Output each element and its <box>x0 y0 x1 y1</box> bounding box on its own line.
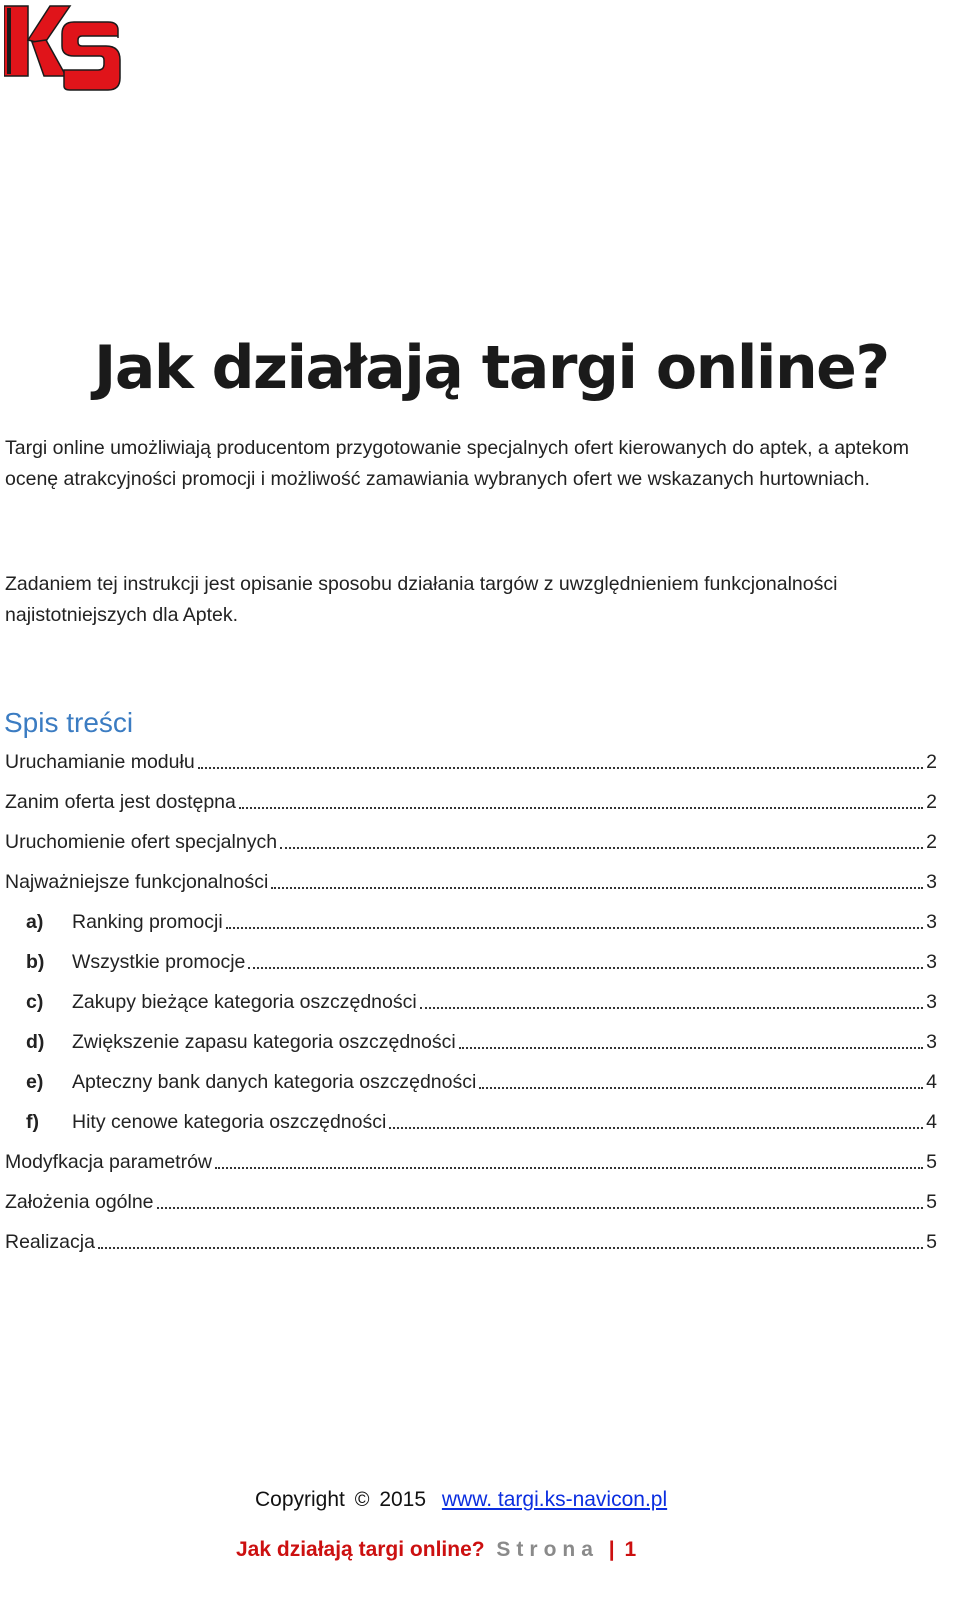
toc-dot-leader <box>459 1047 923 1049</box>
toc-dot-leader <box>420 1007 923 1009</box>
copyright-label: Copyright <box>255 1488 345 1511</box>
document-title: Jak działają targi online? <box>94 333 889 403</box>
toc-entry-label: Modyfkacja parametrów <box>5 1150 212 1173</box>
toc-page-number: 4 <box>926 1110 937 1133</box>
toc-dot-leader <box>98 1247 923 1249</box>
toc-entry[interactable] <box>5 862 937 902</box>
toc-entry[interactable] <box>5 1142 937 1182</box>
toc-entry-letter: c) <box>26 990 44 1013</box>
toc-entry-label: Uruchomienie ofert specjalnych <box>5 830 278 853</box>
toc-page-number: 5 <box>926 1230 937 1253</box>
toc-dot-leader <box>271 887 923 889</box>
toc-entry-label: Ranking promocji <box>72 910 223 933</box>
toc-entry-letter: f) <box>26 1110 39 1133</box>
toc-page-number: 5 <box>926 1150 937 1173</box>
toc-dot-leader <box>389 1127 923 1129</box>
website-link[interactable]: www. targi.ks-navicon.pl <box>441 1488 668 1511</box>
toc-dot-leader <box>248 967 923 969</box>
toc-page-number: 3 <box>926 990 937 1013</box>
copyright-icon: © <box>354 1489 370 1511</box>
footer-document-title: Jak działają targi online? <box>236 1538 485 1561</box>
page-footer <box>236 1535 636 1565</box>
toc-entry-label: Zwiększenie zapasu kategoria oszczędności <box>72 1030 456 1053</box>
intro-paragraph: Targi online umożliwiają producentom przygotowanie specjalnych ofert kierowanych do aptek, a aptekom ocenę atrakcyjności promocji i możliwość zamawiania wybranych ofert we wskazanych hurtowniach. <box>5 437 909 490</box>
copyright-line <box>255 1485 667 1515</box>
toc-entry-letter: b) <box>26 950 45 973</box>
toc-entry[interactable] <box>5 782 937 822</box>
footer-page-word: Strona <box>496 1538 599 1561</box>
toc-page-number: 4 <box>926 1070 937 1093</box>
toc-subentry[interactable] <box>5 982 937 1022</box>
toc-subentry[interactable] <box>5 1102 937 1142</box>
purpose-paragraph: Zadaniem tej instrukcji jest opisanie sposobu działania targów z uwzględnieniem funkcjonalności najistotniejszych dla Aptek. <box>5 573 838 626</box>
toc-entry-letter: e) <box>26 1070 44 1093</box>
toc-dot-leader <box>479 1087 923 1089</box>
toc-subentry[interactable] <box>5 902 937 942</box>
toc-page-number: 3 <box>926 870 937 893</box>
toc-entry-label: Zakupy bieżące kategoria oszczędności <box>72 990 417 1013</box>
toc-entry-label: Założenia ogólne <box>5 1190 154 1213</box>
toc-dot-leader <box>198 767 923 769</box>
toc-subentry[interactable] <box>5 1022 937 1062</box>
toc-entry-label: Zanim oferta jest dostępna <box>5 790 236 813</box>
table-of-contents <box>5 742 937 1262</box>
toc-heading: Spis treści <box>4 707 134 738</box>
toc-page-number: 5 <box>926 1190 937 1213</box>
toc-dot-leader <box>280 847 923 849</box>
toc-entry-label: Apteczny bank danych kategoria oszczędności <box>72 1070 477 1093</box>
toc-subentry[interactable] <box>5 1062 937 1102</box>
copyright-year: 2015 <box>379 1488 427 1511</box>
toc-dot-leader <box>215 1167 923 1169</box>
toc-page-number: 2 <box>926 830 937 853</box>
toc-subentry[interactable] <box>5 942 937 982</box>
toc-entry[interactable] <box>5 1222 937 1262</box>
toc-entry-label: Hity cenowe kategoria oszczędności <box>72 1110 387 1133</box>
toc-entry-label: Wszystkie promocje <box>72 950 246 973</box>
toc-entry[interactable] <box>5 1182 937 1222</box>
toc-entry-label: Uruchamianie modułu <box>5 750 195 773</box>
toc-dot-leader <box>157 1207 923 1209</box>
toc-page-number: 3 <box>926 950 937 973</box>
toc-entry[interactable] <box>5 742 937 782</box>
toc-entry-label: Najważniejsze funkcjonalności <box>5 870 269 893</box>
footer-page-number: 1 <box>624 1538 637 1561</box>
toc-dot-leader <box>226 927 923 929</box>
toc-entry-label: Realizacja <box>5 1230 95 1253</box>
toc-entry[interactable] <box>5 822 937 862</box>
toc-page-number: 3 <box>926 1030 937 1053</box>
toc-entry-letter: d) <box>26 1030 45 1053</box>
ks-logo <box>4 2 122 94</box>
toc-page-number: 2 <box>926 790 937 813</box>
toc-dot-leader <box>239 807 923 809</box>
toc-entry-letter: a) <box>26 910 44 933</box>
footer-separator: | <box>608 1538 615 1561</box>
toc-page-number: 2 <box>926 750 937 773</box>
toc-page-number: 3 <box>926 910 937 933</box>
